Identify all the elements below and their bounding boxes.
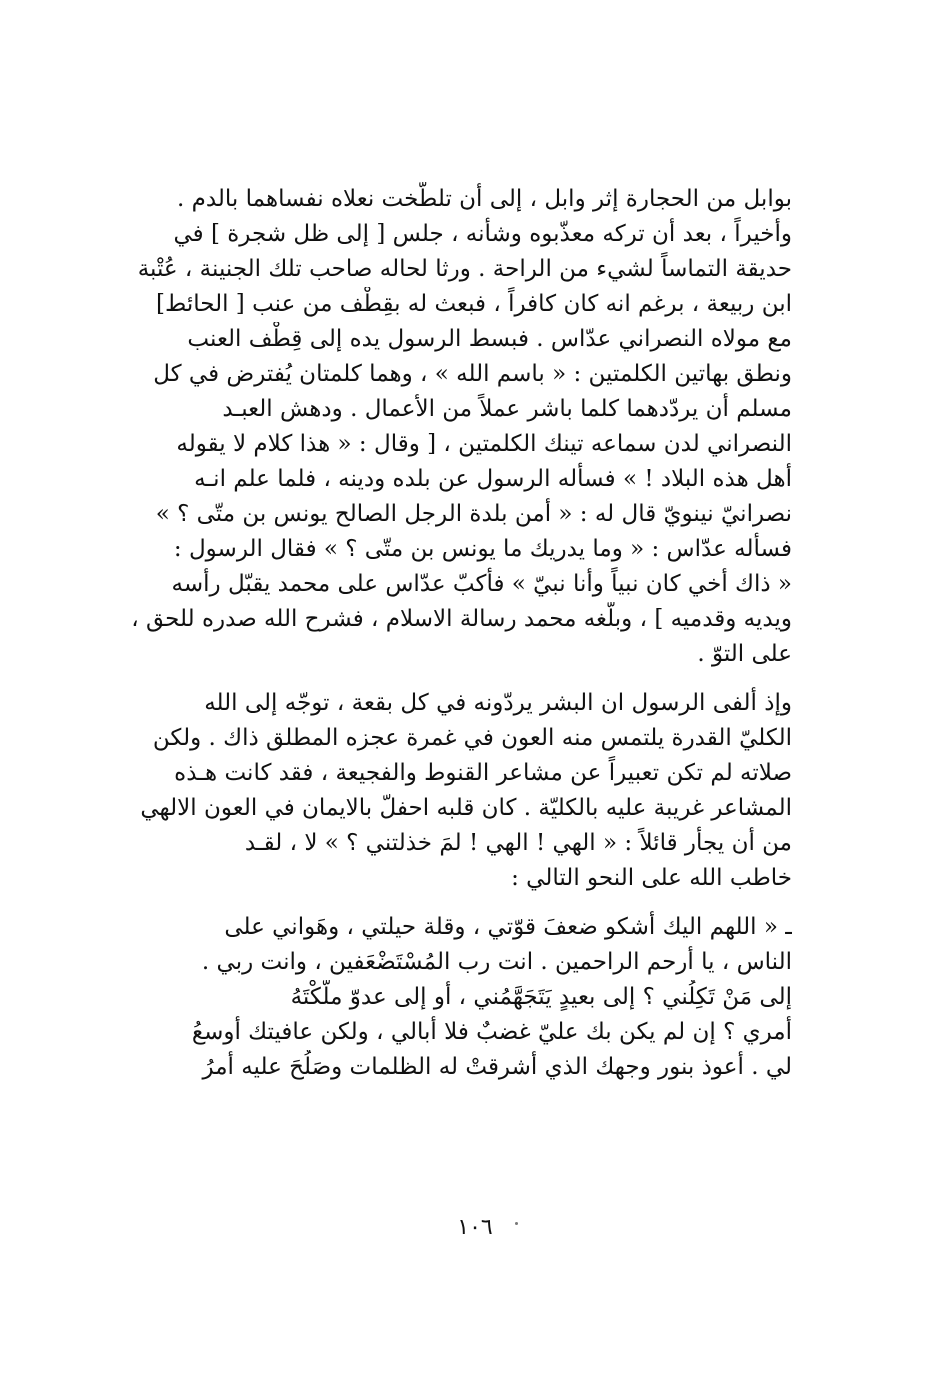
text-line: لي . أعوذ بنور وجهك الذي أشرقتْ له الظلمات وصَلُحَ عليه أمرُ — [202, 1054, 792, 1080]
text-line: نصرانيّ نينويّ قال له : « أمن بلدة الرجل الصالح يونس بن متّى ؟ » — [155, 501, 792, 527]
text-line: المشاعر غريبة عليه بالكليّة . كان قلبه احفلّ بالايمان في العون الالهي — [140, 795, 792, 821]
page-number: ١٠٦ — [457, 1215, 493, 1240]
paragraph — [122, 686, 792, 896]
paragraph-gap — [122, 672, 792, 686]
text-line: وإذ ألفى الرسول ان البشر يردّونه في كل بقعة ، توجّه إلى الله — [204, 690, 792, 716]
text-line: أهل هذه البلاد ! » فسأله الرسول عن بلده ودينه ، فلما علم انـه — [194, 466, 792, 492]
text-line: ويديه وقدميه ] ، وبلّغه محمد رسالة الاسلام ، فشرح الله صدره للحق ، — [131, 606, 792, 632]
text-line: الناس ، يا أرحم الراحمين . انت رب المُسْتَضْعَفين ، وانت ربي . — [201, 949, 792, 975]
text-line: وأخيراً ، بعد أن تركه معذّبوه وشأنه ، جلس [ إلى ظل شجرة ] في — [173, 221, 792, 247]
text-line: فسأله عدّاس : « وما يدريك ما يونس بن متّى ؟ » فقال الرسول : — [173, 536, 792, 562]
text-line: إلى مَنْ تَكِلُني ؟ إلى بعيدٍ يَتَجَهَّمُني ، أو إلى عدوّ ملّكْتَهُ — [290, 984, 792, 1010]
text-line: ونطق بهاتين الكلمتين : « باسم الله » ، وهما كلمتان يُفترض في كل — [153, 361, 792, 387]
text-line: صلاته لم تكن تعبيراً عن مشاعر القنوط والفجيعة ، فقد كانت هـذه — [174, 760, 792, 786]
text-line: على التوّ . — [697, 641, 792, 667]
text-line: بوابل من الحجارة إثر وابل ، إلى أن تلطّخت نعلاه نفساهما بالدم . — [176, 186, 792, 212]
text-line: الكليّ القدرة يلتمس منه العون في غمرة عجزه المطلق ذاك . ولكن — [152, 725, 792, 751]
text-line: من أن يجأر قائلاً : « الهي ! الهي ! لمَ خذلتني ؟ » لا ، لقـد — [244, 830, 792, 856]
paragraph — [122, 182, 792, 672]
text-line: مسلم أن يردّدهما كلما باشر عملاً من الأعمال . ودهش العبـد — [222, 396, 792, 422]
paragraph-gap — [122, 896, 792, 910]
text-line: خاطب الله على النحو التالي : — [511, 865, 792, 891]
text-line: حديقة التماساً لشيء من الراحة . ورثا لحاله صاحب تلك الجنينة ، عُتْبة — [137, 256, 792, 282]
text-line: النصراني لدن سماعه تينك الكلمتين ، [ وقال : « هذا كلام لا يقوله — [176, 431, 792, 457]
body-text — [122, 182, 792, 1085]
text-line: ـ « اللهم اليك أشكو ضعفَ قوّتي ، وقلة حيلتي ، وهَواني على — [224, 914, 792, 940]
text-line: ابن ربيعة ، برغم انه كان كافراً ، فبعث له بقِطْف من عنب [ الحائط] — [156, 291, 792, 317]
text-line: « ذاك أخي كان نبياً وأنا نبيّ » فأكبّ عدّاس على محمد يقبّل رأسه — [171, 571, 792, 597]
paragraph — [122, 910, 792, 1085]
text-line: مع مولاه النصراني عدّاس . فبسط الرسول يده إلى قِطْف العنب — [187, 326, 792, 352]
text-line: أمري ؟ إن لم يكن بك عليّ غضبٌ فلا أبالي ، ولكن عافيتك أوسعُ — [191, 1019, 792, 1045]
